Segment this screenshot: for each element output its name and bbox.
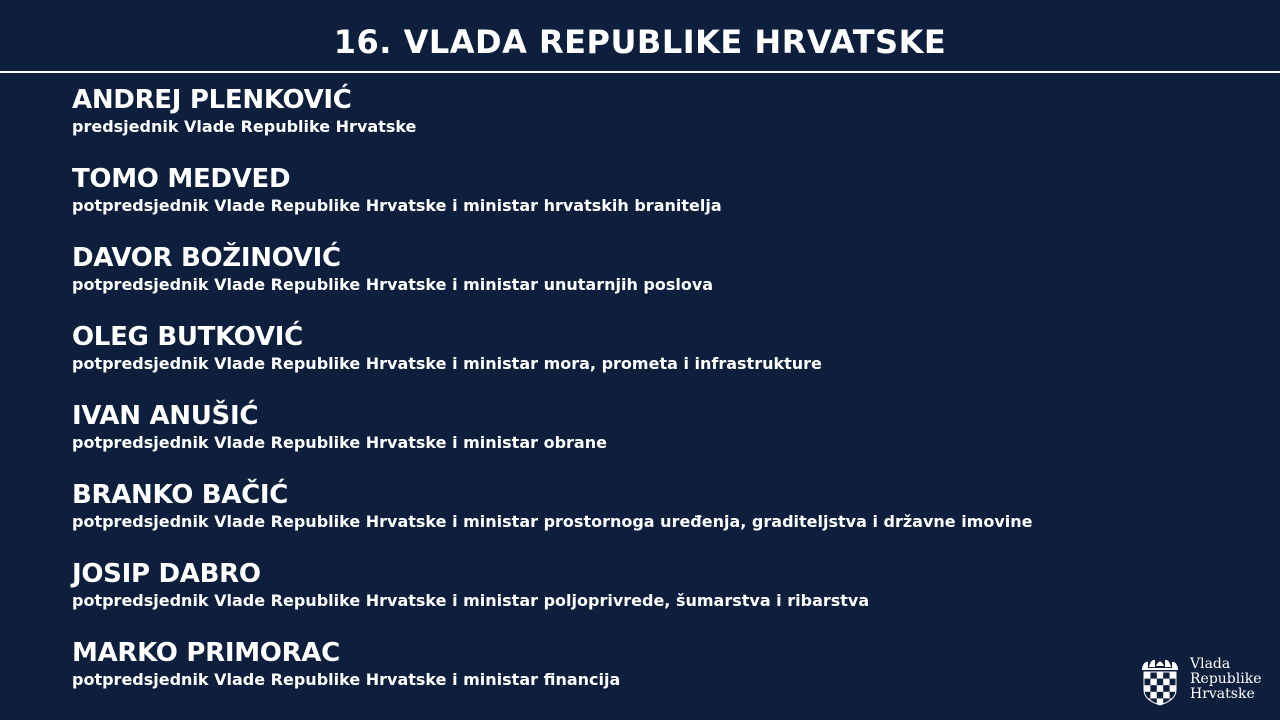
member-role: potpredsjednik Vlade Republike Hrvatske i ministar mora, prometa i infrastrukture [72, 354, 822, 373]
government-members-list [72, 84, 1172, 716]
member-name: MARKO PRIMORAC [72, 638, 340, 668]
member-entry [72, 321, 1172, 400]
member-entry [72, 84, 1172, 163]
member-entry [72, 242, 1172, 321]
member-entry [72, 558, 1172, 637]
member-role: potpredsjednik Vlade Republike Hrvatske i ministar financija [72, 670, 621, 689]
member-name: BRANKO BAČIĆ [72, 480, 289, 510]
member-role: potpredsjednik Vlade Republike Hrvatske i ministar obrane [72, 433, 607, 452]
logo-line-2: Republike [1190, 671, 1262, 687]
member-entry [72, 400, 1172, 479]
logo-text [1190, 657, 1262, 702]
croatian-coat-of-arms-icon [1140, 656, 1180, 706]
member-role: predsjednik Vlade Republike Hrvatske [72, 117, 417, 136]
member-role: potpredsjednik Vlade Republike Hrvatske i ministar prostornoga uređenja, graditeljstva i državne imovine [72, 512, 1033, 531]
member-name: DAVOR BOŽINOVIĆ [72, 243, 341, 273]
member-role: potpredsjednik Vlade Republike Hrvatske i ministar unutarnjih poslova [72, 275, 714, 294]
logo-line-1: Vlada [1190, 656, 1231, 672]
member-role: potpredsjednik Vlade Republike Hrvatske i ministar poljoprivrede, šumarstva i ribarstva [72, 591, 870, 610]
title-divider [0, 71, 1280, 73]
member-name: ANDREJ PLENKOVIĆ [72, 85, 352, 115]
member-role: potpredsjednik Vlade Republike Hrvatske i ministar hrvatskih branitelja [72, 196, 722, 215]
member-name: IVAN ANUŠIĆ [72, 401, 259, 431]
member-name: OLEG BUTKOVIĆ [72, 322, 303, 352]
page-title: 16. VLADA REPUBLIKE HRVATSKE [333, 23, 947, 61]
member-name: JOSIP DABRO [72, 559, 261, 589]
logo-line-3: Hrvatske [1190, 686, 1255, 702]
member-entry [72, 479, 1172, 558]
government-logo [1140, 656, 1270, 708]
member-entry [72, 163, 1172, 242]
member-name: TOMO MEDVED [72, 164, 291, 194]
member-entry [72, 637, 1172, 716]
